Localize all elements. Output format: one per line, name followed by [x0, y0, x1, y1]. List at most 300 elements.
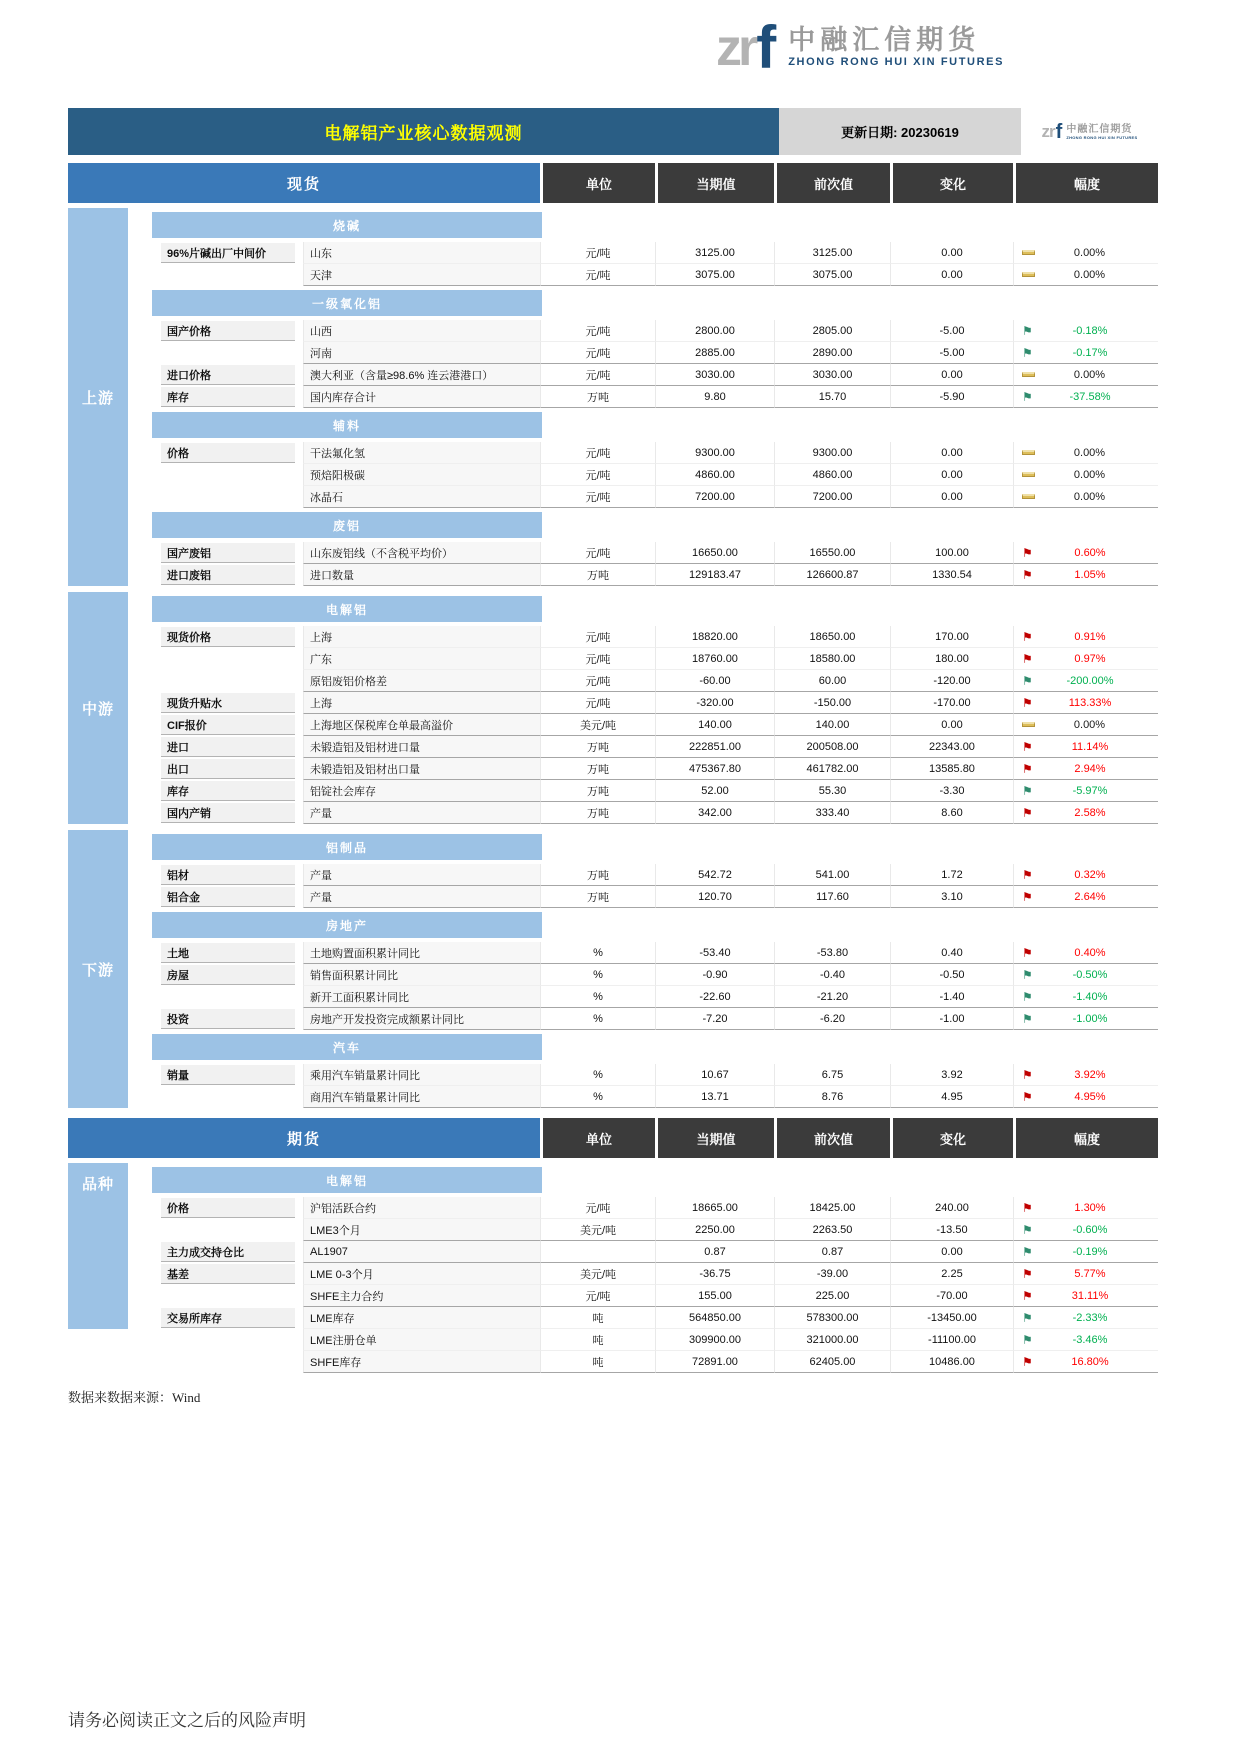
row-label-cell [152, 1263, 303, 1285]
previous-value: 2263.50 [774, 1219, 890, 1241]
row-desc: 山西 [303, 320, 540, 342]
row-desc: LME3个月 [303, 1219, 540, 1241]
current-value: 7200.00 [655, 486, 774, 508]
change-value: -11100.00 [890, 1329, 1013, 1351]
current-value: -53.40 [655, 942, 774, 964]
row-desc: 预焙阳极碳 [303, 464, 540, 486]
row-desc: 乘用汽车销量累计同比 [303, 1064, 540, 1086]
group-label: 中游 [68, 592, 128, 824]
range-value: -5.97% [1072, 784, 1108, 797]
flag-down-icon: ⚑ [1022, 1222, 1033, 1237]
table-row [152, 714, 1158, 736]
company-logo [716, 14, 1005, 81]
flag-down-icon: ⚑ [1022, 1244, 1033, 1259]
range-value: 2.58% [1074, 806, 1106, 819]
table-row [152, 1285, 1158, 1307]
previous-value: -6.20 [774, 1008, 890, 1030]
flat-bar-icon [1022, 272, 1035, 277]
section-header: 辅料 [152, 412, 542, 438]
row-label: 库存 [161, 387, 295, 407]
section-header: 铝制品 [152, 834, 542, 860]
previous-value: 8.76 [774, 1086, 890, 1108]
flag-down-icon: ⚑ [1022, 783, 1033, 798]
row-desc: 原铝废铝价格差 [303, 670, 540, 692]
range-cell [1013, 542, 1158, 564]
range-cell [1013, 942, 1158, 964]
range-value: 0.00% [1073, 368, 1106, 381]
flag-up-icon: ⚑ [1022, 1266, 1033, 1281]
unit-value: 元/吨 [540, 342, 655, 364]
column-header-2: 前次值 [777, 1118, 890, 1158]
section-header: 汽车 [152, 1034, 542, 1060]
column-header-0: 单位 [543, 1118, 655, 1158]
range-cell [1013, 626, 1158, 648]
range-value: -3.46% [1072, 1333, 1108, 1346]
previous-value: 62405.00 [774, 1351, 890, 1373]
previous-value: 0.87 [774, 1241, 890, 1263]
range-cell [1013, 1329, 1158, 1351]
current-value: 3030.00 [655, 364, 774, 386]
unit-value: 吨 [540, 1307, 655, 1329]
table-row [152, 758, 1158, 780]
table-row [152, 670, 1158, 692]
row-label-cell [152, 1351, 303, 1373]
current-value: 342.00 [655, 802, 774, 824]
change-value: 0.00 [890, 486, 1013, 508]
row-desc: 广东 [303, 648, 540, 670]
change-value: 170.00 [890, 626, 1013, 648]
previous-value: -150.00 [774, 692, 890, 714]
previous-value: 15.70 [774, 386, 890, 408]
row-label-cell [152, 320, 303, 342]
column-header-1: 当期值 [658, 1118, 774, 1158]
row-label-cell [152, 1285, 303, 1307]
range-value: 0.00% [1073, 246, 1106, 259]
change-value: -13.50 [890, 1219, 1013, 1241]
column-header-4: 幅度 [1016, 1118, 1158, 1158]
change-value: -3.30 [890, 780, 1013, 802]
previous-value: -0.40 [774, 964, 890, 986]
row-label: 国产价格 [161, 321, 295, 341]
unit-value: % [540, 1064, 655, 1086]
range-value: -0.60% [1072, 1223, 1108, 1236]
row-desc: 商用汽车销量累计同比 [303, 1086, 540, 1108]
current-value: 542.72 [655, 864, 774, 886]
current-value: 3075.00 [655, 264, 774, 286]
row-desc: LME注册仓单 [303, 1329, 540, 1351]
previous-value: 2890.00 [774, 342, 890, 364]
range-value: 0.00% [1073, 268, 1106, 281]
change-value: -5.90 [890, 386, 1013, 408]
current-value: 2800.00 [655, 320, 774, 342]
range-cell [1013, 1285, 1158, 1307]
row-label-cell [152, 364, 303, 386]
range-value: -2.33% [1072, 1311, 1108, 1324]
previous-value: -21.20 [774, 986, 890, 1008]
logo-wordmark [788, 26, 1004, 72]
row-desc: 销售面积累计同比 [303, 964, 540, 986]
current-value: 18760.00 [655, 648, 774, 670]
section-header: 一级氧化铝 [152, 290, 542, 316]
previous-value: 321000.00 [774, 1329, 890, 1351]
row-label: 现货价格 [161, 627, 295, 647]
current-value: 129183.47 [655, 564, 774, 586]
row-label: 铝材 [161, 865, 295, 885]
range-cell [1013, 714, 1158, 736]
column-header-4: 幅度 [1016, 163, 1158, 203]
current-value: 9300.00 [655, 442, 774, 464]
flag-up-icon: ⚑ [1022, 1067, 1033, 1082]
previous-value: 18580.00 [774, 648, 890, 670]
row-label-cell [152, 802, 303, 824]
range-value: 0.97% [1074, 652, 1106, 665]
row-label: 进口废铝 [161, 565, 295, 585]
previous-value: 60.00 [774, 670, 890, 692]
table-row [152, 964, 1158, 986]
range-value: -37.58% [1069, 390, 1111, 403]
row-label-cell [152, 714, 303, 736]
row-label: 现货升贴水 [161, 693, 295, 713]
table-row [152, 1197, 1158, 1219]
row-label-cell [152, 864, 303, 886]
previous-value: 55.30 [774, 780, 890, 802]
change-value: -170.00 [890, 692, 1013, 714]
row-label-cell [152, 670, 303, 692]
range-value: 0.32% [1074, 868, 1106, 881]
table-row [152, 1241, 1158, 1263]
previous-value: 7200.00 [774, 486, 890, 508]
report-title-bar [68, 108, 1158, 155]
previous-value: -53.80 [774, 942, 890, 964]
range-cell [1013, 692, 1158, 714]
flag-down-icon: ⚑ [1022, 967, 1033, 982]
range-cell [1013, 486, 1158, 508]
row-label-cell [152, 1197, 303, 1219]
range-cell [1013, 1197, 1158, 1219]
flag-down-icon: ⚑ [1022, 345, 1033, 360]
range-cell [1013, 386, 1158, 408]
flag-up-icon: ⚑ [1022, 805, 1033, 820]
change-value: -0.50 [890, 964, 1013, 986]
row-desc: 山东 [303, 242, 540, 264]
range-value: 0.91% [1074, 630, 1106, 643]
row-label-cell [152, 736, 303, 758]
row-label-cell [152, 626, 303, 648]
row-label: 出口 [161, 759, 295, 779]
current-value: -320.00 [655, 692, 774, 714]
change-value: -1.00 [890, 1008, 1013, 1030]
row-desc: LME 0-3个月 [303, 1263, 540, 1285]
logo-company-name-en: ZHONG RONG HUI XIN FUTURES [1066, 134, 1138, 140]
change-value: 0.40 [890, 942, 1013, 964]
previous-value: 225.00 [774, 1285, 890, 1307]
change-value: 4.95 [890, 1086, 1013, 1108]
row-label-cell [152, 342, 303, 364]
flag-down-icon: ⚑ [1022, 1310, 1033, 1325]
unit-value: 万吨 [540, 758, 655, 780]
row-desc: 上海地区保税库仓单最高溢价 [303, 714, 540, 736]
flat-bar-icon [1022, 722, 1035, 727]
change-value: -1.40 [890, 986, 1013, 1008]
table-row [152, 386, 1158, 408]
change-value: 0.00 [890, 242, 1013, 264]
range-value: 0.60% [1074, 546, 1106, 559]
row-desc: 未锻造铝及铝材进口量 [303, 736, 540, 758]
unit-value: 万吨 [540, 564, 655, 586]
range-cell [1013, 736, 1158, 758]
range-cell [1013, 1064, 1158, 1086]
table-row [152, 942, 1158, 964]
range-cell [1013, 864, 1158, 886]
range-cell [1013, 986, 1158, 1008]
range-value: 0.00% [1073, 718, 1106, 731]
table-row [152, 802, 1158, 824]
data-source-note: 数据来数据来源：Wind [68, 1390, 201, 1405]
current-value: 52.00 [655, 780, 774, 802]
row-desc: 沪铝活跃合约 [303, 1197, 540, 1219]
table-row [152, 364, 1158, 386]
table-row [152, 464, 1158, 486]
unit-value: 万吨 [540, 780, 655, 802]
table-row [152, 320, 1158, 342]
range-cell [1013, 780, 1158, 802]
row-desc: 国内库存合计 [303, 386, 540, 408]
table-row [152, 780, 1158, 802]
current-value: 564850.00 [655, 1307, 774, 1329]
table-row [152, 886, 1158, 908]
row-label: 基差 [161, 1264, 295, 1284]
change-value: 180.00 [890, 648, 1013, 670]
current-value: -7.20 [655, 1008, 774, 1030]
group-content [152, 1163, 1158, 1373]
row-desc: 房地产开发投资完成额累计同比 [303, 1008, 540, 1030]
range-value: 4.95% [1074, 1090, 1106, 1103]
row-label: 房屋 [161, 965, 295, 985]
range-value: -200.00% [1066, 674, 1114, 687]
unit-value: 万吨 [540, 864, 655, 886]
previous-value: 3075.00 [774, 264, 890, 286]
unit-value: 元/吨 [540, 486, 655, 508]
row-label: 进口价格 [161, 365, 295, 385]
row-label-cell [152, 464, 303, 486]
row-label: 国产废铝 [161, 543, 295, 563]
row-label: CIF报价 [161, 715, 295, 735]
row-label-cell [152, 242, 303, 264]
row-label-cell [152, 648, 303, 670]
table-title: 现货 [68, 163, 540, 203]
unit-value [540, 1241, 655, 1263]
current-value: 16650.00 [655, 542, 774, 564]
table-row [152, 1008, 1158, 1030]
unit-value: % [540, 1086, 655, 1108]
current-value: 4860.00 [655, 464, 774, 486]
previous-value: 2805.00 [774, 320, 890, 342]
flag-up-icon: ⚑ [1022, 1354, 1033, 1369]
flag-up-icon: ⚑ [1022, 629, 1033, 644]
page-title: 电解铝产业核心数据观测 [68, 108, 779, 155]
table-row [152, 1307, 1158, 1329]
table-row [152, 864, 1158, 886]
logo-wordmark [1066, 124, 1137, 140]
change-value: -5.00 [890, 342, 1013, 364]
current-value: -36.75 [655, 1263, 774, 1285]
previous-value: 18425.00 [774, 1197, 890, 1219]
row-label: 销量 [161, 1065, 295, 1085]
range-cell [1013, 1263, 1158, 1285]
unit-value: 吨 [540, 1329, 655, 1351]
range-value: 0.00% [1073, 490, 1106, 503]
data-table-futures [68, 1118, 1158, 1373]
table-row [152, 1263, 1158, 1285]
row-label-cell [152, 1329, 303, 1351]
table-row [152, 986, 1158, 1008]
table-row [152, 1351, 1158, 1373]
table-row [152, 648, 1158, 670]
current-value: 120.70 [655, 886, 774, 908]
unit-value: % [540, 1008, 655, 1030]
range-cell [1013, 670, 1158, 692]
previous-value: 4860.00 [774, 464, 890, 486]
row-desc: 山东废铝线（不含税平均价） [303, 542, 540, 564]
unit-value: 美元/吨 [540, 714, 655, 736]
flat-bar-icon [1022, 250, 1035, 255]
range-cell [1013, 886, 1158, 908]
previous-value: 9300.00 [774, 442, 890, 464]
unit-value: 元/吨 [540, 264, 655, 286]
table-row [152, 486, 1158, 508]
range-value: 1.05% [1074, 568, 1106, 581]
row-label: 土地 [161, 943, 295, 963]
range-value: 11.14% [1071, 740, 1109, 753]
unit-value: 元/吨 [540, 670, 655, 692]
flag-down-icon: ⚑ [1022, 673, 1033, 688]
range-cell [1013, 442, 1158, 464]
range-cell [1013, 1241, 1158, 1263]
unit-value: 元/吨 [540, 464, 655, 486]
range-value: 1.30% [1074, 1201, 1106, 1214]
column-header-0: 单位 [543, 163, 655, 203]
row-desc: 冰晶石 [303, 486, 540, 508]
range-cell [1013, 648, 1158, 670]
range-cell [1013, 342, 1158, 364]
row-label-cell [152, 564, 303, 586]
range-cell [1013, 964, 1158, 986]
row-label-cell [152, 986, 303, 1008]
flag-down-icon: ⚑ [1022, 389, 1033, 404]
range-cell [1013, 1307, 1158, 1329]
current-value: 0.87 [655, 1241, 774, 1263]
range-cell [1013, 364, 1158, 386]
table-row [152, 1219, 1158, 1241]
current-value: 2250.00 [655, 1219, 774, 1241]
change-value: 3.10 [890, 886, 1013, 908]
table-row [152, 1086, 1158, 1108]
range-value: -0.50% [1072, 968, 1108, 981]
change-value: 1.72 [890, 864, 1013, 886]
current-value: 18820.00 [655, 626, 774, 648]
range-value: 2.64% [1074, 890, 1106, 903]
table-row [152, 342, 1158, 364]
change-value: -120.00 [890, 670, 1013, 692]
column-header-2: 前次值 [777, 163, 890, 203]
row-label-cell [152, 1219, 303, 1241]
report-body [68, 163, 1158, 1406]
flag-up-icon: ⚑ [1022, 945, 1033, 960]
change-value: 240.00 [890, 1197, 1013, 1219]
table-row [152, 626, 1158, 648]
table-header-row [68, 163, 1158, 203]
row-label-cell [152, 1086, 303, 1108]
row-desc: AL1907 [303, 1241, 540, 1263]
flag-up-icon: ⚑ [1022, 1089, 1033, 1104]
row-desc: 天津 [303, 264, 540, 286]
data-table-spot [68, 163, 1158, 1108]
flag-down-icon: ⚑ [1022, 323, 1033, 338]
range-value: 31.11% [1071, 1289, 1109, 1302]
row-label: 投资 [161, 1009, 295, 1029]
group-content [152, 208, 1158, 586]
previous-value: 541.00 [774, 864, 890, 886]
row-desc: 未锻造铝及铝材出口量 [303, 758, 540, 780]
range-value: 5.77% [1074, 1267, 1106, 1280]
change-value: 10486.00 [890, 1351, 1013, 1373]
row-label-cell [152, 542, 303, 564]
current-value: 155.00 [655, 1285, 774, 1307]
unit-value: 元/吨 [540, 1285, 655, 1307]
row-label-cell [152, 780, 303, 802]
unit-value: 万吨 [540, 386, 655, 408]
table-row [152, 242, 1158, 264]
unit-value: 吨 [540, 1351, 655, 1373]
previous-value: 200508.00 [774, 736, 890, 758]
unit-value: 元/吨 [540, 364, 655, 386]
row-label-cell [152, 964, 303, 986]
group-label: 下游 [68, 830, 128, 1108]
range-cell [1013, 1008, 1158, 1030]
row-label: 交易所库存 [161, 1308, 295, 1328]
row-desc: LME库存 [303, 1307, 540, 1329]
row-desc: 上海 [303, 626, 540, 648]
range-value: -0.17% [1072, 346, 1108, 359]
row-label-cell [152, 942, 303, 964]
table-header-row [68, 1118, 1158, 1158]
range-value: -0.19% [1072, 1245, 1108, 1258]
section-header: 房地产 [152, 912, 542, 938]
change-value: 13585.80 [890, 758, 1013, 780]
row-desc: 产量 [303, 886, 540, 908]
range-value: 113.33% [1068, 696, 1112, 709]
row-label-cell [152, 886, 303, 908]
row-desc: 土地购置面积累计同比 [303, 942, 540, 964]
flag-up-icon: ⚑ [1022, 1200, 1033, 1215]
range-value: 0.00% [1073, 468, 1106, 481]
update-date: 更新日期: 20230619 [779, 108, 1021, 155]
range-value: -1.00% [1072, 1012, 1108, 1025]
row-group [68, 1163, 1158, 1373]
current-value: 72891.00 [655, 1351, 774, 1373]
section-header: 电解铝 [152, 596, 542, 622]
unit-value: 美元/吨 [540, 1263, 655, 1285]
range-cell [1013, 802, 1158, 824]
section-header: 废铝 [152, 512, 542, 538]
row-desc: 产量 [303, 802, 540, 824]
previous-value: 117.60 [774, 886, 890, 908]
column-header-3: 变化 [893, 163, 1013, 203]
row-label: 进口 [161, 737, 295, 757]
row-label-cell [152, 1241, 303, 1263]
logo-company-name-en: ZHONG RONG HUI XIN FUTURES [788, 56, 1005, 68]
unit-value: 元/吨 [540, 1197, 655, 1219]
